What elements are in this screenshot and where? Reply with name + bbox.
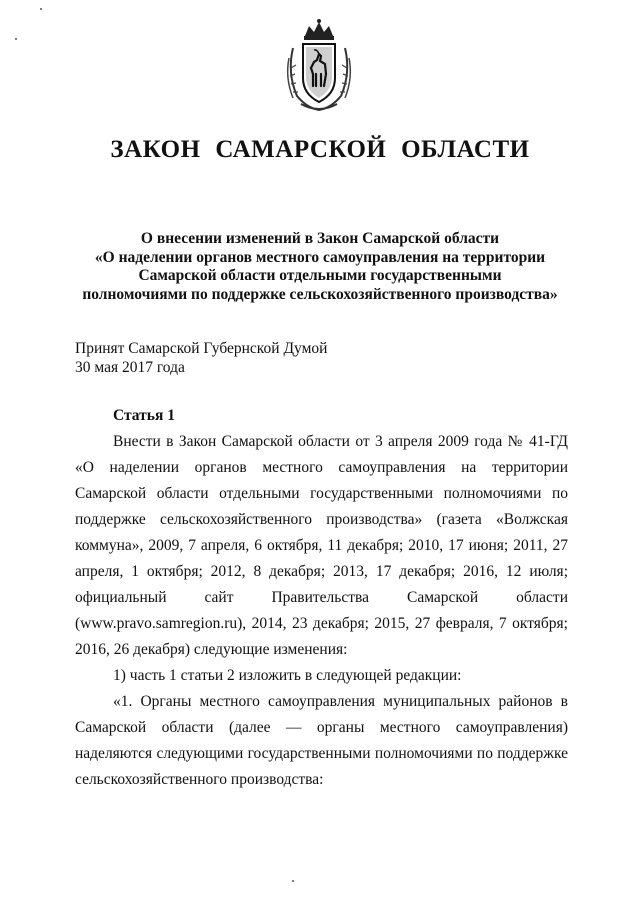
subtitle-line: Самарской области отдельными государственными	[138, 267, 502, 284]
subtitle-line: О внесении изменений в Закон Самарской области	[140, 230, 500, 247]
article-heading: Статья 1	[113, 407, 175, 424]
paragraph: «1. Органы местного самоуправления муниципальных районов в Самарской области (далее — органы местного самоуправления) наделяются следующими государственными полномочиями по поддержке сельскохозяйственного производства:	[75, 693, 568, 788]
adoption-date: 30 мая 2017 года	[75, 358, 185, 376]
paragraph: Внести в Закон Самарской области от 3 апреля 2009 года № 41-ГД «О наделении органов местного самоуправления на территории Самарской области отдельными государственными полномочиями по поддержке сельскохозяйственного производства» (газета «Волжская коммуна», 2009, 7 апреля, 6 октября, 11 декабря; 2010, 17 июня; 2011, 27 апреля, 1 октября; 2012, 8 декабря; 2013, 17 декабря; 2016, 12 июля; официальный сайт Правительства Самарской области (www.pravo.samregion.ru), 2014, 23 декабря; 2015, 27 февраля, 7 октября; 2016, 26 декабря) следующие изменения:	[75, 433, 568, 658]
paragraph: 1) часть 1 статьи 2 изложить в следующей редакции:	[113, 667, 462, 684]
adoption-line: Принят Самарской Губернской Думой	[75, 340, 328, 357]
subtitle-line: полномочиями по поддержке сельскохозяйственного производства»	[82, 285, 558, 303]
scan-speck	[40, 8, 42, 10]
samara-coat-of-arms-icon	[283, 18, 355, 114]
subtitle-line: «О наделении органов местного самоуправления на территории	[94, 248, 546, 266]
scan-speck	[15, 38, 17, 40]
law-title: ЗАКОН САМАРСКОЙ ОБЛАСТИ	[110, 136, 530, 163]
scan-speck	[292, 880, 294, 882]
law-subtitle	[60, 230, 580, 304]
adoption-note	[75, 340, 327, 377]
article-body	[75, 429, 568, 793]
